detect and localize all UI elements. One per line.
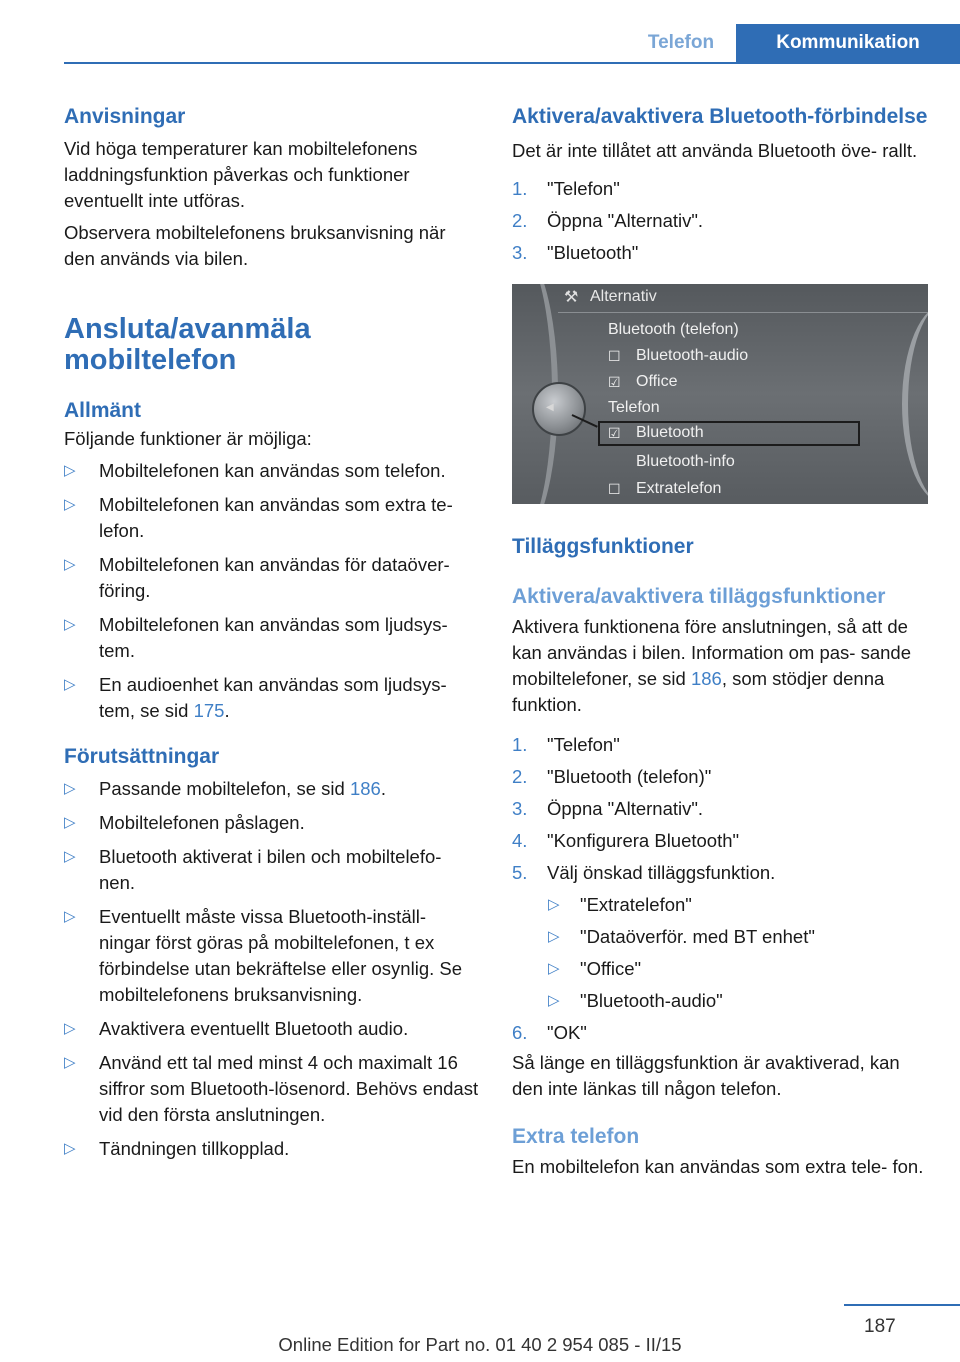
forutsattningar-list xyxy=(64,776,480,1162)
footer-divider xyxy=(844,1304,960,1306)
list-item: 2. "Bluetooth (telefon)" xyxy=(512,766,712,787)
list-item: 4. "Konfigurera Bluetooth" xyxy=(512,830,740,851)
screen-title: Alternativ xyxy=(590,288,657,305)
bluetooth-steps xyxy=(512,176,928,266)
list-item: ▷ Passande mobiltelefon, se sid 186. xyxy=(64,776,480,802)
tillagg-step-6 xyxy=(512,1020,928,1046)
screen-item-bluetooth[interactable]: Bluetooth xyxy=(636,424,704,441)
list-item: ▷ "Extratelefon" xyxy=(512,892,928,918)
checkbox-checked-icon: ☑ xyxy=(608,374,621,390)
heading-aktivera-tillagg: Aktivera/avaktivera tilläggsfunktioner xyxy=(512,585,886,608)
checkbox-checked-icon: ☑ xyxy=(608,425,621,441)
section-tab-telefon[interactable]: Telefon xyxy=(647,32,715,53)
triangle-bullet-icon: ▷ xyxy=(548,928,560,945)
arrow-left-icon: ◀ xyxy=(546,402,554,413)
list-item: 5. Välj önskad tilläggsfunktion. xyxy=(512,862,776,883)
heading-forutsattningar: Förutsättningar xyxy=(64,745,220,768)
screen-section-bt-telefon: Bluetooth (telefon) xyxy=(608,321,739,338)
screen-item-bt-audio[interactable]: Bluetooth-audio xyxy=(636,347,749,364)
triangle-bullet-icon: ▷ xyxy=(64,848,76,865)
page-header xyxy=(0,0,960,64)
heading-extra-telefon: Extra telefon xyxy=(512,1125,640,1148)
list-item: ▷ Mobiltelefonen kan användas för dataöver‐ föring. xyxy=(64,554,450,601)
list-item: ▷ "Bluetooth-audio" xyxy=(512,988,928,1014)
list-item: 1. "Telefon" xyxy=(512,734,620,755)
triangle-bullet-icon: ▷ xyxy=(64,462,76,479)
list-item: ▷ Tändningen tillkopplad. xyxy=(64,1136,480,1162)
heading-anvisningar: Anvisningar xyxy=(64,105,186,128)
extra-telefon-paragraph: En mobiltelefon kan användas som extra tele‐ fon. xyxy=(512,1156,924,1177)
triangle-bullet-icon: ▷ xyxy=(548,992,560,1009)
list-item: ▷ Mobiltelefonen påslagen. xyxy=(64,810,480,836)
page-number: 187 xyxy=(864,1316,896,1337)
tillagg-sub-list xyxy=(512,892,928,1014)
list-item: ▷ "Office" xyxy=(512,956,928,982)
list-item: 2. Öppna "Alternativ". xyxy=(512,210,704,231)
tillagg-note: Så länge en tilläggsfunktion är avaktiverad, kan den inte länkas till någon telefon. xyxy=(512,1052,900,1099)
triangle-bullet-icon: ▷ xyxy=(64,1054,76,1071)
allmant-intro: Följande funktioner är möjliga: xyxy=(64,428,312,449)
allmant-list xyxy=(64,458,480,724)
triangle-bullet-icon: ▷ xyxy=(64,496,76,513)
main-heading-line-1: Ansluta/avanmäla xyxy=(64,313,311,345)
heading-tillaggsfunktioner: Tilläggsfunktioner xyxy=(512,535,694,558)
triangle-bullet-icon: ▷ xyxy=(64,814,76,831)
triangle-bullet-icon: ▷ xyxy=(64,1140,76,1157)
anvisningar-paragraph-2: Observera mobiltelefonens bruksanvisning när den används via bilen. xyxy=(64,222,446,269)
screen-right-arc xyxy=(902,304,928,504)
triangle-bullet-icon: ▷ xyxy=(64,908,76,925)
list-item: ▷ Avaktivera eventuellt Bluetooth audio. xyxy=(64,1016,480,1042)
triangle-bullet-icon: ▷ xyxy=(64,556,76,573)
list-item: 1. "Telefon" xyxy=(512,178,620,199)
list-item: ▷ Eventuellt måste vissa Bluetooth-inställ‐ ningar först göras på mobiltelefonen, t ex förbindelse utan bekräftelse eller osynlig. Se mobiltelefonens bruksanvisning. xyxy=(64,906,463,1005)
page-link-186[interactable]: 186 xyxy=(349,778,381,799)
triangle-bullet-icon: ▷ xyxy=(64,616,76,633)
page-link-175[interactable]: 175 xyxy=(193,700,225,721)
list-item: ▷ Mobiltelefonen kan användas som ljudsys‐ tem. xyxy=(64,614,448,661)
bluetooth-intro: Det är inte tillåtet att använda Bluetooth öve‐ rallt. xyxy=(512,140,918,161)
list-item: ▷ En audioenhet kan användas som ljudsys‐ tem, se sid 175. xyxy=(64,674,447,721)
list-item: 3. "Bluetooth" xyxy=(512,242,639,263)
idrive-screen-image xyxy=(512,284,928,504)
triangle-bullet-icon: ▷ xyxy=(64,780,76,797)
triangle-bullet-icon: ▷ xyxy=(548,896,560,913)
heading-bluetooth-forbindelse: Aktivera/avaktivera Bluetooth-förbindelse xyxy=(512,105,928,128)
tools-icon: ⚒ xyxy=(564,289,579,306)
list-item: 6. "OK" xyxy=(512,1022,587,1043)
main-heading-line-2: mobiltelefon xyxy=(64,344,237,376)
heading-allmant: Allmänt xyxy=(64,399,142,422)
list-item: ▷ Mobiltelefonen kan användas som extra te‐ lefon. xyxy=(64,494,453,541)
triangle-bullet-icon: ▷ xyxy=(64,1020,76,1037)
tillagg-steps xyxy=(512,732,928,886)
screen-item-extratelefon[interactable]: Extratelefon xyxy=(636,480,722,497)
main-heading xyxy=(64,314,480,376)
screen-item-bt-info[interactable]: Bluetooth-info xyxy=(636,453,735,470)
tillagg-paragraph: Aktivera funktionena före anslutningen, så att de kan användas i bilen. Information om pas‐ sande mobiltelefoner, se sid 186, som stödjer denna funktion. xyxy=(512,616,912,715)
checkbox-empty-icon: ☐ xyxy=(608,348,621,364)
checkbox-empty-icon: ☐ xyxy=(608,481,621,497)
controller-knob-icon xyxy=(532,382,586,436)
chapter-tab-kommunikation[interactable]: Kommunikation xyxy=(736,24,960,62)
right-column xyxy=(512,100,928,1180)
anvisningar-paragraph-1: Vid höga temperaturer kan mobiltelefonens laddningsfunktion påverkas och funktioner eventuellt inte utföras. xyxy=(64,138,418,211)
edition-footer: Online Edition for Part no. 01 40 2 954 085 - II/15 xyxy=(278,1334,682,1355)
screen-title-divider xyxy=(558,312,928,313)
left-column xyxy=(64,100,480,1162)
list-item: 3. Öppna "Alternativ". xyxy=(512,798,704,819)
screen-section-telefon: Telefon xyxy=(608,399,660,416)
list-item: ▷ Bluetooth aktiverat i bilen och mobiltelefo‐ nen. xyxy=(64,846,442,893)
list-item: ▷ "Dataöverför. med BT enhet" xyxy=(512,924,928,950)
header-divider xyxy=(64,62,960,64)
triangle-bullet-icon: ▷ xyxy=(64,676,76,693)
list-item: ▷ Mobiltelefonen kan användas som telefon. xyxy=(64,458,480,484)
screen-item-office[interactable]: Office xyxy=(636,373,678,390)
triangle-bullet-icon: ▷ xyxy=(548,960,560,977)
page-link-186[interactable]: 186 xyxy=(690,668,722,689)
list-item: ▷ Använd ett tal med minst 4 och maximalt 16 siffror som Bluetooth-lösenord. Behövs endast vid den första anslutningen. xyxy=(64,1052,479,1125)
